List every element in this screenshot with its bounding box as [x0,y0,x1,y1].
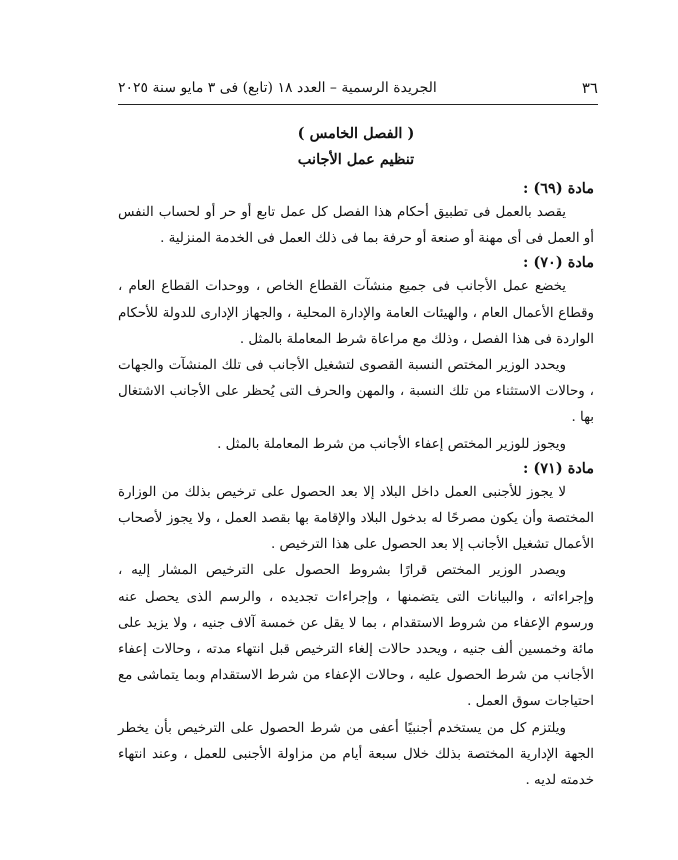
header-divider [118,104,598,105]
article-70-paragraph-1: يخضع عمل الأجانب فى جميع منشآت القطاع الخاص ، ووحدات القطاع العام ، وقطاع الأعمال العام ، والهيئات العامة والإدارة المحلية ، والجهاز الإدارى للدولة للأحكام الواردة فى هذا الفصل ، وذلك مع مراعاة شرط المعاملة بالمثل . [118,279,594,347]
article-70-title: مادة (٧٠) : [523,254,594,272]
article-71-paragraph-3: ويلتزم كل من يستخدم أجنبيًا أعفى من شرط الحصول على الترخيص بأن يخطر الجهة الإدارية المختصة بذلك خلال سبعة أيام من مزاولة الأجنبى للعمل ، وعند انتهاء خدمته لديه . [118,720,594,789]
article-70-paragraph-2: ويحدد الوزير المختص النسبة القصوى لتشغيل الأجانب فى تلك المنشآت والجهات ، وحالات الاستثناء من تلك النسبة ، والمهن والحرف التى يُحظر على الأجانب الاشتغال بها . [118,358,594,426]
page-content [118,122,594,794]
article-70-paragraph-3: ويجوز للوزير المختص إعفاء الأجانب من شرط المعاملة بالمثل . [217,436,566,452]
article-71-paragraph-1: لا يجوز للأجنبى العمل داخل البلاد إلا بعد الحصول على ترخيص بذلك من الوزارة المختصة وأن يكون مصرحًا له بدخول البلاد والإقامة بها بقصد العمل ، ولا يجوز لأصحاب الأعمال تشغيل الأجانب إلا بعد الحصول على هذا الترخيص . [118,484,594,553]
article-71-paragraph-2: ويصدر الوزير المختص قرارًا بشروط الحصول على الترخيص المشار إليه ، وإجراءاته ، والبيانات التى يتضمنها ، وإجراءات تجديده ، والرسم الذى يحصل عنه ورسوم الإعفاء من شروط الاستقدام ، بما لا يقل عن خمسة آلاف جنيه ، ولا يزيد على مائة وخمسين ألف جنيه ، ويحدد حالات إلغاء الترخيص قبل انتهاء مدته ، وحالات إعفاء الأجانب من شرط الحصول عليه ، وحالات الإعفاء من شرط الاستقدام وبما يتماشى مع احتياجات سوق العمل . [118,563,594,710]
chapter-subtitle: تنظيم عمل الأجانب [297,151,415,168]
article-71-title: مادة (٧١) : [523,459,594,477]
page-header [118,76,598,100]
page-number: ٣٦ [581,79,598,97]
gazette-header-title: الجريدة الرسمية – العدد ١٨ (تابع) فى ٣ مايو سنة ٢٠٢٥ [118,80,437,96]
article-69-paragraph-1: يقصد بالعمل فى تطبيق أحكام هذا الفصل كل عمل تابع أو حر أو لحساب النفس أو العمل فى أى مهنة أو صنعة أو حرفة بما فى ذلك العمل فى الخدمة المنزلية . [118,205,594,247]
article-69-title: مادة (٦٩) : [523,180,594,197]
chapter-title: ( الفصل الخامس ) [297,125,415,142]
